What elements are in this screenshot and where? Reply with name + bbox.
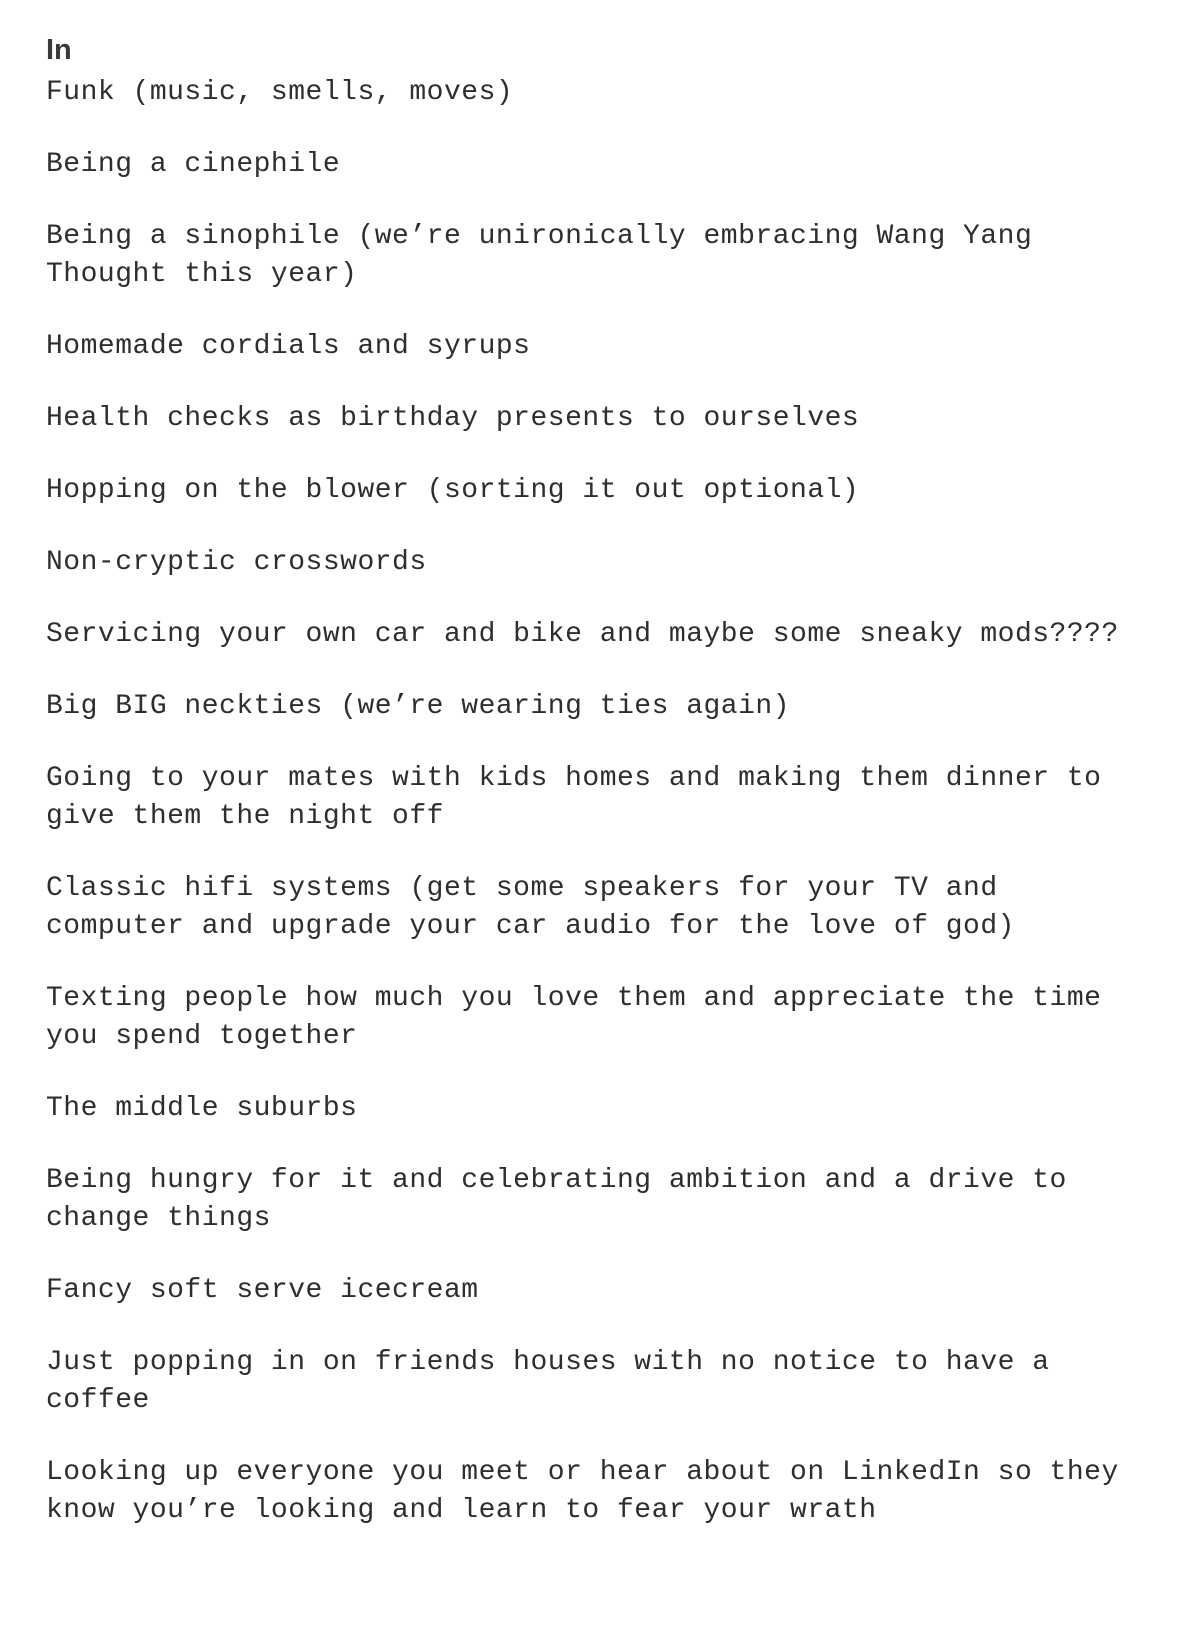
list-item: Going to your mates with kids homes and making them dinner to give them the night off <box>46 763 1102 832</box>
document <box>46 30 1156 1564</box>
list-item: Being a sinophile (we’re unironically embracing Wang Yang Thought this year) <box>46 221 1033 290</box>
list-item: Texting people how much you love them and appreciate the time you spend together <box>46 983 1102 1052</box>
list-item: Homemade cordials and syrups <box>46 331 531 362</box>
list-item: Looking up everyone you meet or hear about on LinkedIn so they know you’re looking and learn to fear your wrath <box>46 1457 1119 1526</box>
list-item: Big BIG neckties (we’re wearing ties again) <box>46 691 791 722</box>
list-item: Being hungry for it and celebrating ambition and a drive to change things <box>46 1165 1067 1234</box>
section-heading: In <box>46 34 72 66</box>
list-item: Servicing your own car and bike and maybe some sneaky mods???? <box>46 619 1119 650</box>
list-item: Non-cryptic crosswords <box>46 547 427 578</box>
list-item: Funk (music, smells, moves) <box>46 77 514 108</box>
list-item: Hopping on the blower (sorting it out optional) <box>46 475 860 506</box>
list-item: Just popping in on friends houses with no notice to have a coffee <box>46 1347 1050 1416</box>
list-item: The middle suburbs <box>46 1093 358 1124</box>
list-item: Health checks as birthday presents to ourselves <box>46 403 860 434</box>
list-item: Being a cinephile <box>46 149 341 180</box>
list-item: Classic hifi systems (get some speakers for your TV and computer and upgrade your car audio for the love of god) <box>46 873 1015 942</box>
list-item: Fancy soft serve icecream <box>46 1275 479 1306</box>
in-list <box>46 74 1156 1530</box>
